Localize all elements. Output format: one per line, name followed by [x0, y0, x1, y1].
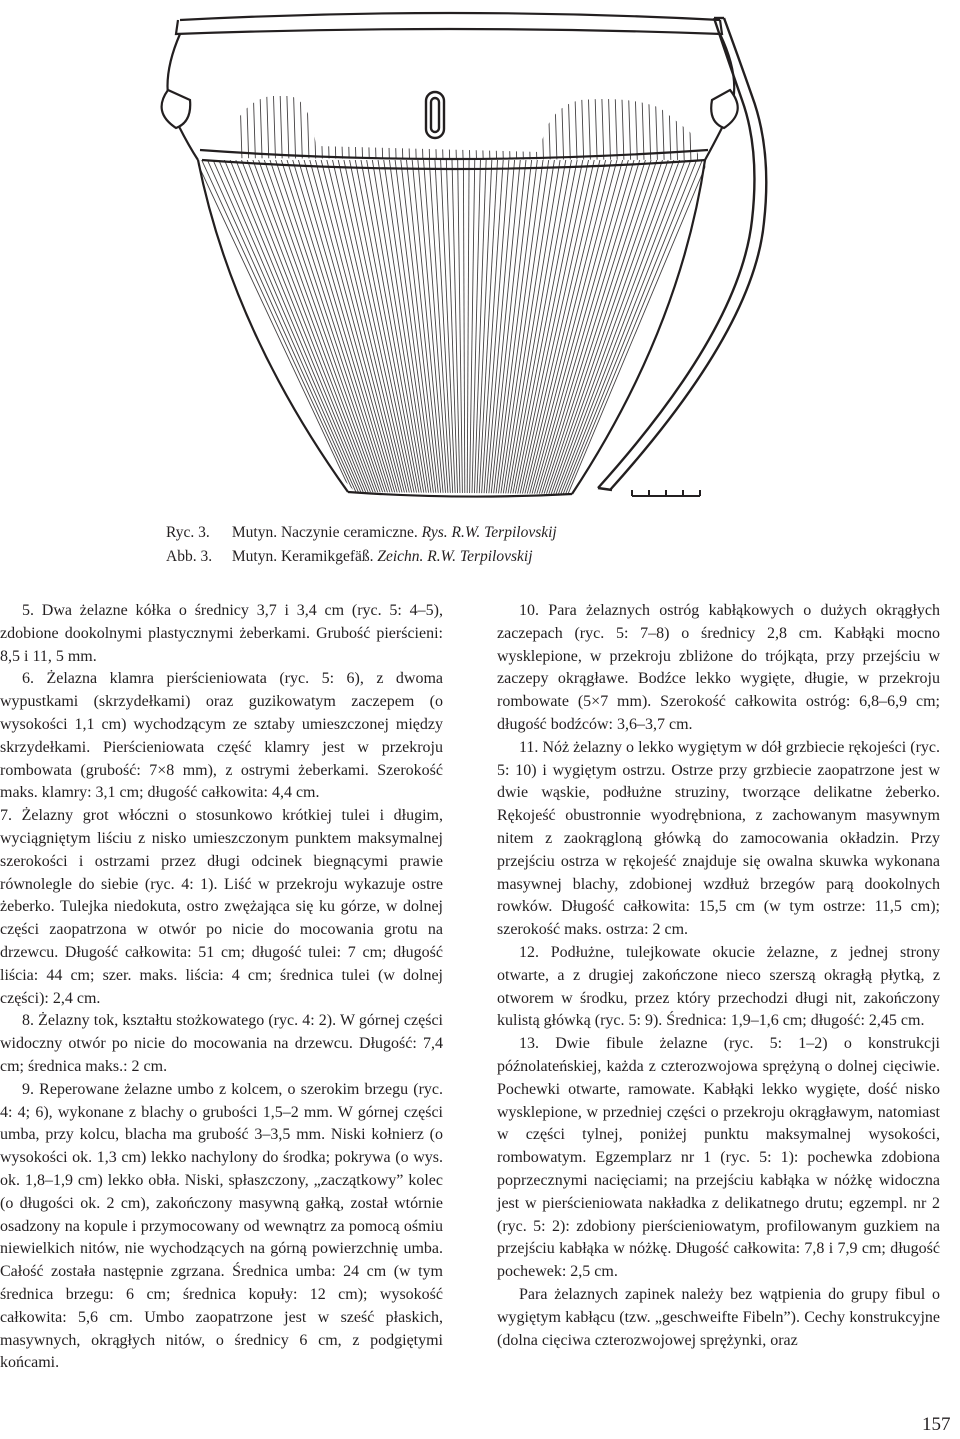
paragraph: 9. Reperowane żelazne umbo z kolcem, o szerokim brzegu (ryc. 4: 4; 6), wykonane z blachy o grubości 1,5–2 mm. W górnej części umba, przy kolcu, blacha ma grubość 3–3,5 mm. Niski kołnierz (o wysokości ok. 1,3 cm) lekko nachylony do środka; pokrywa (o wys. ok. 1,8–1,9 cm) lekko obła. Niski, spłaszczony, „zaczątkowy” kolec (o długości ok. 2 cm), zakończony masywną gałką, został wtórnie osadzony na kopule i przymocowany od wewnątrz za pomocą ośmiu niewielkich nitów, nie wychodzących na górną powierzchnię umba. Całość została następnie zgrzana. Średnica umba: 24 cm (w tym średnica brzegu: 6 cm; średnica kopuły: 12 cm); wysokość całkowita: 5,6 cm. Umbo zaopatrzone jest w sześć płaskich, masywnych, okrągłych nitów, o średnicy 6 cm, z podgiętymi końcami.	[0, 1080, 443, 1372]
paragraph: 6. Żelazna klamra pierścieniowata (ryc. 5: 6), z dwoma wypustkami (skrzydełkami) oraz guzikowatym zaczepem (o wysokości 1,1 cm) wychodzącym ze sztaby umieszczonej między skrzydełkami. Pierścieniowata część klamry jest w przekroju rombowata (grubość: 7×8 mm), z ostrymi żeberkami. Szerokość maks. klamry: 3,1 cm; długość całkowita: 4,4 cm.	[0, 670, 443, 802]
paragraph: 8. Żelazny tok, kształtu stożkowatego (ryc. 4: 2). W górnej części widoczny otwór po nicie do mocowania na drzewcu. Długość: 7,4 cm; średnica maks.: 2 cm.	[0, 1012, 443, 1075]
vessel-figure	[0, 0, 960, 510]
paragraph: 5. Dwa żelazne kółka o średnicy 3,7 i 3,4 cm (ryc. 5: 4–5), zdobione dookolnymi plastycznymi żeberkami. Grubość pierścieni: 8,5 i 11, 5 mm.	[0, 602, 443, 665]
paragraph: 12. Podłużne, tulejkowate okucie żelazne, z jednej strony otwarte, a z drugiej zakończone nieco szerszą okragłą płytką, z otworem w środku, przez który przechodzi długi nit, zakończony kulistą główką (ryc. 5: 9). Średnica: 1,9–1,6 cm; długość: 2,45 cm.	[497, 943, 940, 1030]
caption-label-de: Abb. 3.	[166, 548, 213, 565]
caption-text-de: Mutyn. Keramikgefäß.	[231, 548, 374, 565]
lug-ornament	[426, 92, 444, 138]
caption-author-pl: Rys. R.W. Terpilovskij	[421, 524, 557, 541]
figure-caption	[166, 521, 557, 569]
paragraph: 13. Dwie fibule żelazne (ryc. 5: 1–2) o konstrukcji późnolateńskiej, każda z czterozwojowa sprężyną o dolnej cięciwie. Pochewki otwarte, ramowate. Kabłąki lekko wygięte, dość nisko wysklepione, w przedniej części o przekroju okrągławym, natomiast w części tylnej, poniżej punktu maksymalnej wysokości, rombowatym. Egzemplarz nr 1 (ryc. 5: 1): pochewka zdobiona poprzecznymi nacięciami; na przejściu kabłąka w nóżkę widoczna jest w pierścieniowata nakładka z delikatnego drutu; egzempl. nr 2 (ryc. 5: 2): zdobiony pierścieniowatym, profilowanym guzkiem na przejściu kabłąka w nóżkę. Długość całkowita: 7,8 i 7,9 cm; długość pochewek: 2,5 cm.	[497, 1035, 940, 1281]
paragraph: 10. Para żelaznych ostróg kabłąkowych o dużych okrągłych zaczepach (ryc. 5: 7–8) o średnicy 2,8 cm. Kabłąki mocno wysklepione, w przekroju zbliżone do trójkąta, przy przejściu w zaczepy okrągławe. Bodźce lekko wygięte, długie, w przekroju rombowate (5×7 mm). Szerokość całkowita ostróg: 6,8–6,9 cm; długość bodźców: 3,6–3,7 cm.	[497, 602, 940, 733]
paragraph: 7. Żelazny grot włóczni o stosunkowo krótkiej tulei i długim, wyciągniętym liściu z nisko umieszczonym punktem maksymalnej szerokości i ostrzami przez długi odcinek biegnącymi prawie równolegle do siebie (ryc. 4: 1). Liść w przekroju wykazuje ostre żeberko. Tulejka niedokuta, ostro zwężająca się ku górze, w dolnej części zaopatrzona w otwór po nicie do mocowania grotu na drzewcu. Długość całkowita: 51 cm; długość tulei: 7 cm; długość liścia: 44 cm; szer. maks. liścia: 4 cm; średnica tulei (w dolnej części): 2,4 cm.	[0, 807, 443, 1007]
caption-german	[166, 545, 557, 569]
scale-bar	[632, 490, 700, 496]
caption-text-pl: Mutyn. Naczynie ceramiczne.	[231, 524, 418, 541]
paragraph: 11. Nóż żelazny o lekko wygiętym w dół grzbiecie rękojeści (ryc. 5: 10) i wygiętym ostrzu. Ostrze przy grzbiecie zaopatrzone jest w dwie wąskie, podłużne struziny, tworzące delikatne żeberko. Rękojeść obustronnie wyodrębniona, z zachowanym masywnym nitem z zaokrągloną główką do zamocowania okładzin. Przy przejściu ostrza w rękojeść znajduje się owalna skuwka wykonana masywnej blachy, zdobionej wzdłuż brzegów parą dookolnych rowków. Długość całkowita: 15,5 cm (w tym ostrze: 11,5 cm); szerokość maks. ostrza: 2 cm.	[497, 738, 940, 939]
vessel-profile	[598, 18, 766, 490]
left-column	[0, 600, 443, 1375]
right-column	[497, 600, 940, 1352]
caption-label-pl: Ryc. 3.	[166, 524, 210, 541]
caption-author-de: Zeichn. R.W. Terpilovskij	[377, 548, 533, 565]
paragraph: Para żelaznych zapinek należy bez wątpienia do grupy fibul o wygiętym kabłącu (tzw. „geschweifte Fibeln”). Cechy konstrukcyjne (dolna cięciwa czterozwojowej sprężynki, oraz	[497, 1285, 940, 1349]
page-number: 157	[922, 1414, 951, 1435]
caption-polish	[166, 521, 557, 545]
